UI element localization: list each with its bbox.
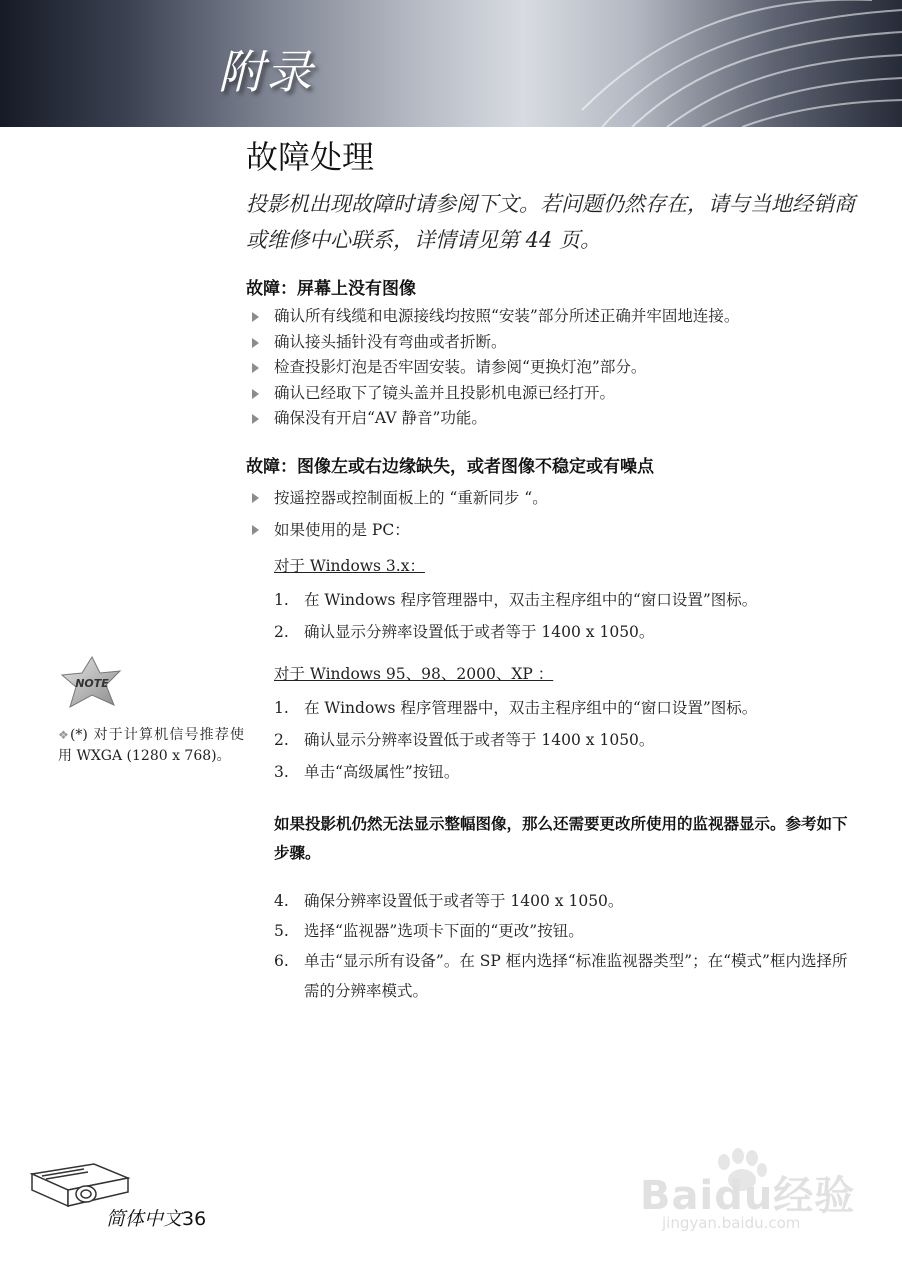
footer-page-label: 简体中文36 xyxy=(106,1208,207,1230)
win3-steps xyxy=(246,584,858,648)
triangle-bullet-icon xyxy=(252,363,259,373)
numbered-step: 2. 确认显示分辨率设置低于或者等于 1400 x 1050。 xyxy=(274,622,655,641)
numbered-step: 1. 在 Windows 程序管理器中，双击主程序组中的“窗口设置”图标。 xyxy=(274,590,758,609)
note-text: ❖(*) 对于计算机信号推荐使用 WXGA (1280 x 768)。 xyxy=(58,727,245,764)
note-badge-label: NOTE xyxy=(75,677,109,690)
header-swoosh-decoration xyxy=(572,0,902,127)
list-item: 如果使用的是 PC： xyxy=(246,514,858,546)
win3-subheading: 对于 Windows 3.x： xyxy=(274,556,425,575)
monitor-steps xyxy=(246,886,858,1006)
intro-paragraph: 投影机出现故障时请参阅下文。若问题仍然存在，请与当地经销商或维修中心联系，详情请见第 44 页。 xyxy=(246,192,855,252)
triangle-bullet-icon xyxy=(252,414,259,424)
triangle-bullet-icon xyxy=(252,525,259,535)
problem1-list xyxy=(246,304,858,432)
page-header xyxy=(0,0,902,127)
page-header-title: 附录 xyxy=(218,45,314,99)
watermark-logo: Baidu经验 xyxy=(640,1173,856,1219)
page-footer xyxy=(24,1160,244,1240)
note-star-icon xyxy=(58,655,126,711)
list-item: 确认已经取下了镜头盖并且投影机电源已经打开。 xyxy=(246,381,858,407)
list-item: 确认接头插针没有弯曲或者折断。 xyxy=(246,330,858,356)
numbered-step: 3. 单击“高级属性”按钮。 xyxy=(274,762,460,781)
problem2-list xyxy=(246,482,858,546)
list-item: 检查投影灯泡是否牢固安装。请参阅“更换灯泡”部分。 xyxy=(246,355,858,381)
list-item: 确认所有线缆和电源接线均按照“安装”部分所述正确并牢固地连接。 xyxy=(246,304,858,330)
sidebar-note xyxy=(58,655,244,767)
win95-steps xyxy=(246,692,858,788)
numbered-step: 1. 在 Windows 程序管理器中，双击主程序组中的“窗口设置”图标。 xyxy=(274,698,758,717)
triangle-bullet-icon xyxy=(252,312,259,322)
list-item: 按遥控器或控制面板上的 “重新同步 “。 xyxy=(246,482,858,514)
numbered-step: 2. 确认显示分辨率设置低于或者等于 1400 x 1050。 xyxy=(274,730,655,749)
section-title: 故障处理 xyxy=(246,138,375,176)
win95-subheading: 对于 Windows 95、98、2000、XP ： xyxy=(274,664,554,683)
problem1-heading: 故障：屏幕上没有图像 xyxy=(246,279,416,299)
numbered-step: 6. 单击“显示所有设备”。在 SP 框内选择“标准监视器类型”；在“模式”框内选择所需的分辨率模式。 xyxy=(274,951,848,1000)
watermark xyxy=(640,1148,870,1248)
page-number: 36 xyxy=(182,1208,207,1230)
numbered-step: 4. 确保分辨率设置低于或者等于 1400 x 1050。 xyxy=(274,891,624,910)
triangle-bullet-icon xyxy=(252,493,259,503)
numbered-step: 5. 选择“监视器”选项卡下面的“更改”按钮。 xyxy=(274,921,584,940)
watermark-url: jingyan.baidu.com xyxy=(662,1214,801,1232)
main-content xyxy=(246,136,858,1006)
triangle-bullet-icon xyxy=(252,389,259,399)
list-item: 确保没有开启“AV 静音”功能。 xyxy=(246,406,858,432)
problem2-heading: 故障：图像左或右边缘缺失，或者图像不稳定或有噪点 xyxy=(246,456,654,477)
diamond-bullet-icon: ❖ xyxy=(58,728,70,742)
triangle-bullet-icon xyxy=(252,338,259,348)
monitor-note: 如果投影机仍然无法显示整幅图像，那么还需要更改所使用的监视器显示。参考如下步骤。 xyxy=(274,814,848,862)
